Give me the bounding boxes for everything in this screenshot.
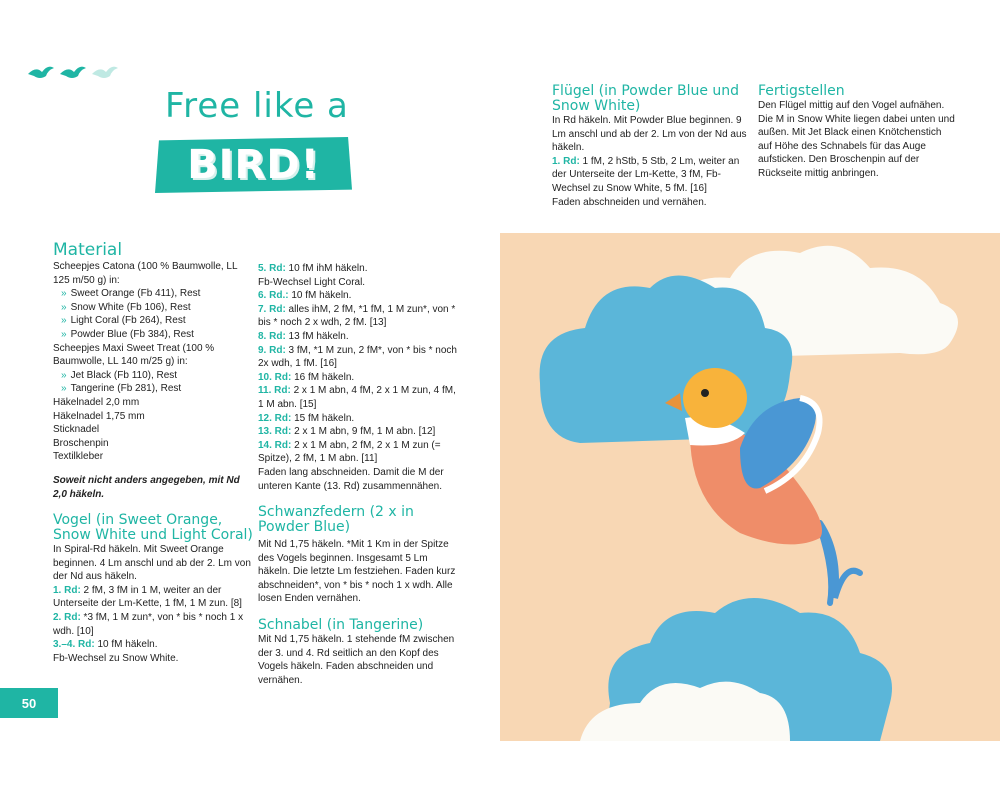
material-intro-1: Scheepjes Catona (100 % Baumwolle, LL 125 m/50 g) in: [53,261,238,286]
bullet-icon: » [61,383,67,395]
material-heading: Material [53,240,123,260]
pattern-column [258,262,458,687]
bullet-icon: » [61,328,67,340]
material-note: Soweit nicht anders angegeben, mit Nd 2,0 häkeln. [53,474,240,500]
bullet-icon: » [61,369,67,381]
bullet-icon: » [61,315,67,327]
pattern-row: 11. Rd: 2 x 1 M abn, 4 fM, 2 x 1 M zun, 4 fM, 1 M abn. [15] [258,385,456,410]
schnabel-text: Mit Nd 1,75 häkeln. 1 stehende fM zwischen der 3. und 4. Rd seitlich an den Kopf des Vogels häkeln. Faden abschneiden und vernähen. [258,634,455,686]
round-list [258,262,458,493]
fluegel-row: 1. Rd: 1 fM, 2 hStb, 5 Stb, 2 Lm, weiter an der Unterseite der Lm-Kette, 3 fM, Fb-Wechsel zu Snow White, 5 fM. [16] [552,155,740,194]
yarn-item: » Snow White (Fb 106), Rest [61,301,191,313]
schwanz-heading: Schwanzfedern (2 x in Powder Blue) [258,504,414,536]
bird-photo [500,233,1000,741]
pattern-row: 5. Rd: 10 fM ihM häkeln. [258,263,368,274]
page-title-emphasis: BIRD! [187,142,320,188]
bird-illustration [500,233,1000,741]
yarn-item: » Light Coral (Fb 264), Rest [61,315,186,327]
fluegel-intro: In Rd häkeln. Mit Powder Blue beginnen. 9 Lm anschl und ab der 2. Lm von der Nd aus häkeln. [552,115,747,154]
pattern-row: 7. Rd: alles ihM, 2 fM, *1 fM, 1 M zun*, von * bis * noch 2 x wdh, 2 fM. [13] [258,303,456,329]
fluegel-column [552,84,752,209]
pattern-row: 8. Rd: 13 fM häkeln. [258,330,349,342]
fertig-heading: Fertigstellen [758,83,845,99]
material-list [53,260,253,501]
pattern-row: 13. Rd: 2 x 1 M abn, 9 fM, 1 M abn. [12] [258,426,436,438]
vogel-color-change: Fb-Wechsel zu Snow White. [53,652,179,664]
material-intro-2: Scheepjes Maxi Sweet Treat (100 % Baumwolle, LL 140 m/25 g) in: [53,342,215,368]
pattern-row: 14. Rd: 2 x 1 M abn, 2 fM, 2 x 1 M zun (= Spitze), 2 fM, 1 M abn. [11] [258,439,441,465]
bullet-icon: » [61,288,67,300]
birds-decoration-icon [26,62,126,84]
fluegel-heading: Flügel (in Powder Blue und Snow White) [552,83,740,114]
pattern-row: 6. Rd.: 10 fM häkeln. [258,290,352,302]
tool-item: Textilkleber [53,451,104,463]
fertig-column [758,84,958,181]
yarn-item: » Tangerine (Fb 281), Rest [61,383,182,395]
schnabel-heading: Schnabel (in Tangerine) [258,617,424,634]
vogel-section [53,513,253,665]
yarn-item: » Jet Black (Fb 110), Rest [61,369,178,381]
vogel-intro: In Spiral-Rd häkeln. Mit Sweet Orange beginnen. 4 Lm anschl und ab der 2. Lm von der Nd aus häkeln. [53,544,251,583]
schwanz-text: Mit Nd 1,75 häkeln. *Mit 1 Km in der Spitze des Vogels beginnen. Insgesamt 5 Lm häkeln. Die letzte Lm festziehen. Faden kurz abschneiden*, von * bis * noch 1 x wdh. Alle losen Enden vernähen. [258,539,456,605]
yarn-item: » Sweet Orange (Fb 411), Rest [61,288,201,300]
bullet-icon: » [61,301,67,313]
tool-item: Sticknadel [53,424,100,436]
schnabel-section [258,618,458,687]
pattern-row: 10. Rd: 16 fM häkeln. [258,371,355,383]
tool-item: Broschenpin [53,437,109,449]
fluegel-ending: Faden abschneiden und vernähen. [552,196,707,208]
schwanz-section [258,505,458,606]
pattern-row: 9. Rd: 3 fM, *1 M zun, 2 fM*, von * bis * noch 2x wdh, 1 fM. [16] [258,344,457,370]
vogel-heading: Vogel (in Sweet Orange, Snow White und Light Coral) [53,512,253,544]
tool-item: Häkelnadel 2,0 mm [53,396,140,408]
vogel-row: 3.–4. Rd: 10 fM häkeln. [53,639,158,651]
page-title: Free like a [165,86,349,126]
page-number: 50 [0,688,58,718]
fertig-text: Den Flügel mittig auf den Vogel aufnähen. Die M in Snow White liegen dabei unten und außen. Mit Jet Black einen Knötchenstich auf Höhe des Schnabels für das Auge aufsticken. Den Broschenpin auf der Rückseite mittig anbringen. [758,100,955,179]
material-column [53,240,253,665]
pattern-row: 12. Rd: 15 fM häkeln. [258,412,355,424]
pattern-row: Fb-Wechsel Light Coral. [258,276,366,288]
vogel-row: 1. Rd: 2 fM, 3 fM in 1 M, weiter an der Unterseite der Lm-Kette, 1 fM, 1 M zun. [8] [53,584,242,610]
yarn-item: » Powder Blue (Fb 384), Rest [61,328,194,340]
tool-item: Häkelnadel 1,75 mm [53,410,145,422]
vogel-row: 2. Rd: *3 fM, 1 M zun*, von * bis * noch 1 x wdh. [10] [53,612,244,637]
pattern-ending: Faden lang abschneiden. Damit die M der unteren Kante (13. Rd) zusammennähen. [258,466,444,492]
